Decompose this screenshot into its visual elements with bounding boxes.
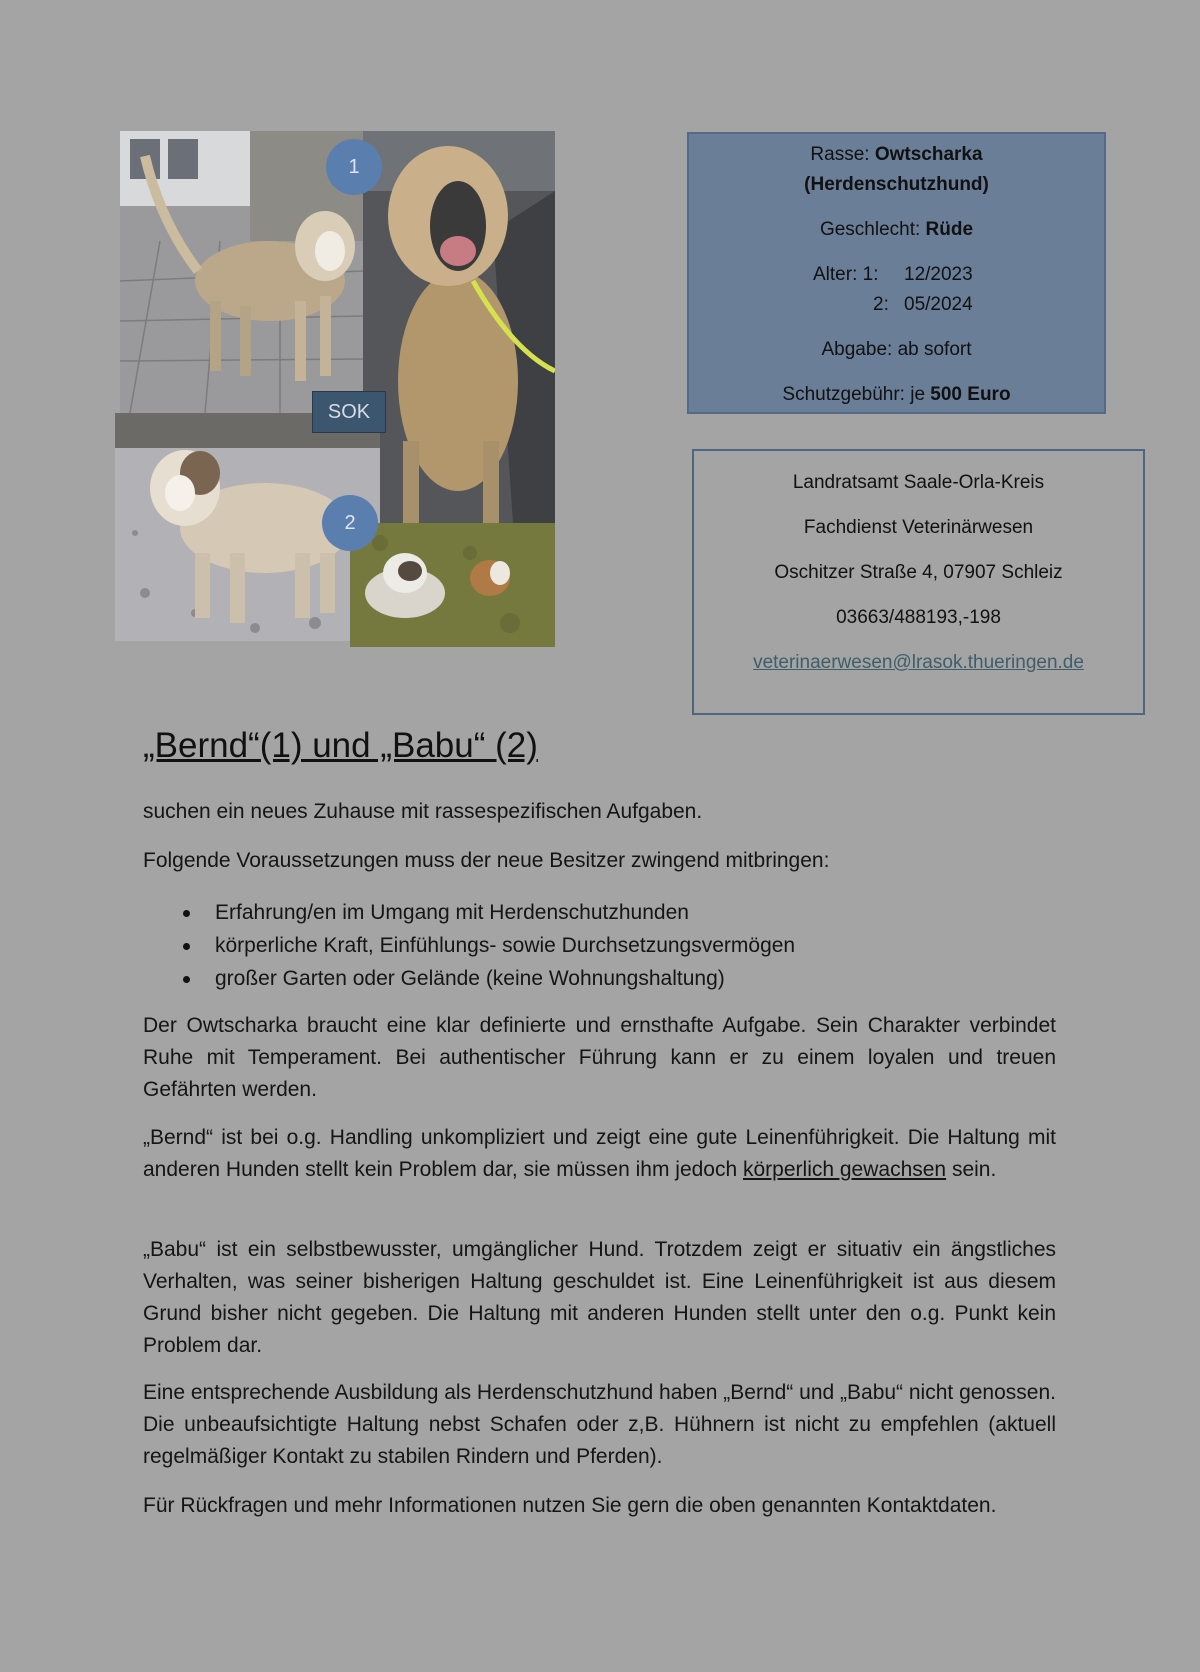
bullet-icon [183, 910, 190, 917]
paragraph-breed: Der Owtscharka braucht eine klar definierte und ernsthafte Aufgabe. Sein Charakter verbindet Ruhe mit Temperament. Bei authentischer Führung kann er zu einem loyalen und treuen Gefährten werden. [143, 1014, 1056, 1101]
paragraph-bernd [143, 1122, 1056, 1186]
geschlecht-row [689, 219, 1104, 241]
geschlecht-label: Geschlecht: [819, 219, 921, 240]
paragraph-babu: „Babu“ ist ein selbstbewusster, umgänglicher Hund. Trotzdem zeigt er situativ ein ängstliches Verhalten, was seiner bisherigen Haltung geschuldet ist. Eine Leinenführigkeit ist aus diesem Grund bisher nicht gegeben. Die Haltung mit anderen Hunden stellt unter den o.g. Punkt kein Problem dar. [143, 1238, 1056, 1357]
bullet-icon [183, 976, 190, 983]
contact-email-row [694, 652, 1143, 674]
rasse-row-2 [689, 174, 1104, 196]
list-item-text: Erfahrung/en im Umgang mit Herdenschutzhunden [215, 901, 689, 924]
bullet-icon [183, 943, 190, 950]
geschlecht-value: Rüde [925, 219, 974, 240]
rasse-value: Owtscharka [874, 144, 983, 165]
abgabe-row: Abgabe: ab sofort [821, 339, 972, 360]
requirements-intro: Folgende Voraussetzungen muss der neue Besitzer zwingend mitbringen: [143, 849, 830, 872]
page-title: „Bernd“(1) und „Babu“ (2) [143, 726, 538, 765]
list-item-text: körperliche Kraft, Einfühlungs- sowie Durchsetzungsvermögen [215, 934, 796, 957]
list-item [143, 929, 1056, 962]
list-item-text: großer Garten oder Gelände (keine Wohnungshaltung) [215, 967, 725, 990]
contact-department: Fachdienst Veterinärwesen [803, 517, 1034, 538]
contact-office: Landratsamt Saale-Orla-Kreis [792, 472, 1045, 493]
gebuehr-label: Schutzgebühr: je [782, 384, 926, 405]
list-item [143, 962, 1056, 995]
contact-box [692, 449, 1145, 715]
alter-2-label: 2: [873, 294, 889, 315]
gebuehr-row [689, 384, 1104, 406]
gebuehr-value: 500 Euro [930, 384, 1011, 405]
dog-info-box [687, 132, 1106, 414]
alter-1-value: 12/2023 [904, 264, 973, 285]
paragraph-training: Eine entsprechende Ausbildung als Herdenschutzhund haben „Bernd“ und „Babu“ nicht genossen. Die unbeaufsichtigte Haltung nebst Schafen oder z,B. Hühnern ist nicht zu empfehlen (aktuell regelmäßiger Kontakt zu stabilen Rindern und Pferden). [143, 1381, 1056, 1468]
alter-2-value: 05/2024 [904, 294, 973, 315]
rasse-value-2: (Herdenschutzhund) [804, 174, 989, 195]
paragraph-contact: Für Rückfragen und mehr Informationen nutzen Sie gern die oben genannten Kontaktdaten. [143, 1494, 997, 1517]
alter-label: Alter: 1: [813, 264, 879, 285]
bernd-text-end: sein. [946, 1158, 997, 1181]
photo-badge-1: 1 [326, 139, 382, 195]
bernd-text-start: „Bernd“ ist bei o.g. Handling unkompliziert und zeigt eine gute Leinenführigkeit. Die Haltung mit anderen Hunden stellt kein Problem dar, sie müssen ihm jedoch [143, 1126, 1056, 1181]
contact-email-link[interactable]: veterinaerwesen@lrasok.thueringen.de [753, 652, 1084, 673]
photo-bernd-muzzle [363, 131, 555, 523]
intro-text: suchen ein neues Zuhause mit rassespezifischen Aufgaben. [143, 800, 703, 823]
rasse-label: Rasse: [810, 144, 870, 165]
photo-babu-lying [350, 523, 555, 647]
rasse-row [689, 144, 1104, 166]
sok-label: SOK [312, 391, 386, 433]
bernd-text-underlined: körperlich gewachsen [743, 1158, 947, 1181]
requirements-list [143, 896, 1056, 995]
photo-badge-2: 2 [322, 495, 378, 551]
list-item [143, 896, 1056, 929]
contact-phone: 03663/488193,-198 [836, 607, 1001, 628]
photo-collage [115, 131, 555, 647]
contact-address: Oschitzer Straße 4, 07907 Schleiz [774, 562, 1063, 583]
